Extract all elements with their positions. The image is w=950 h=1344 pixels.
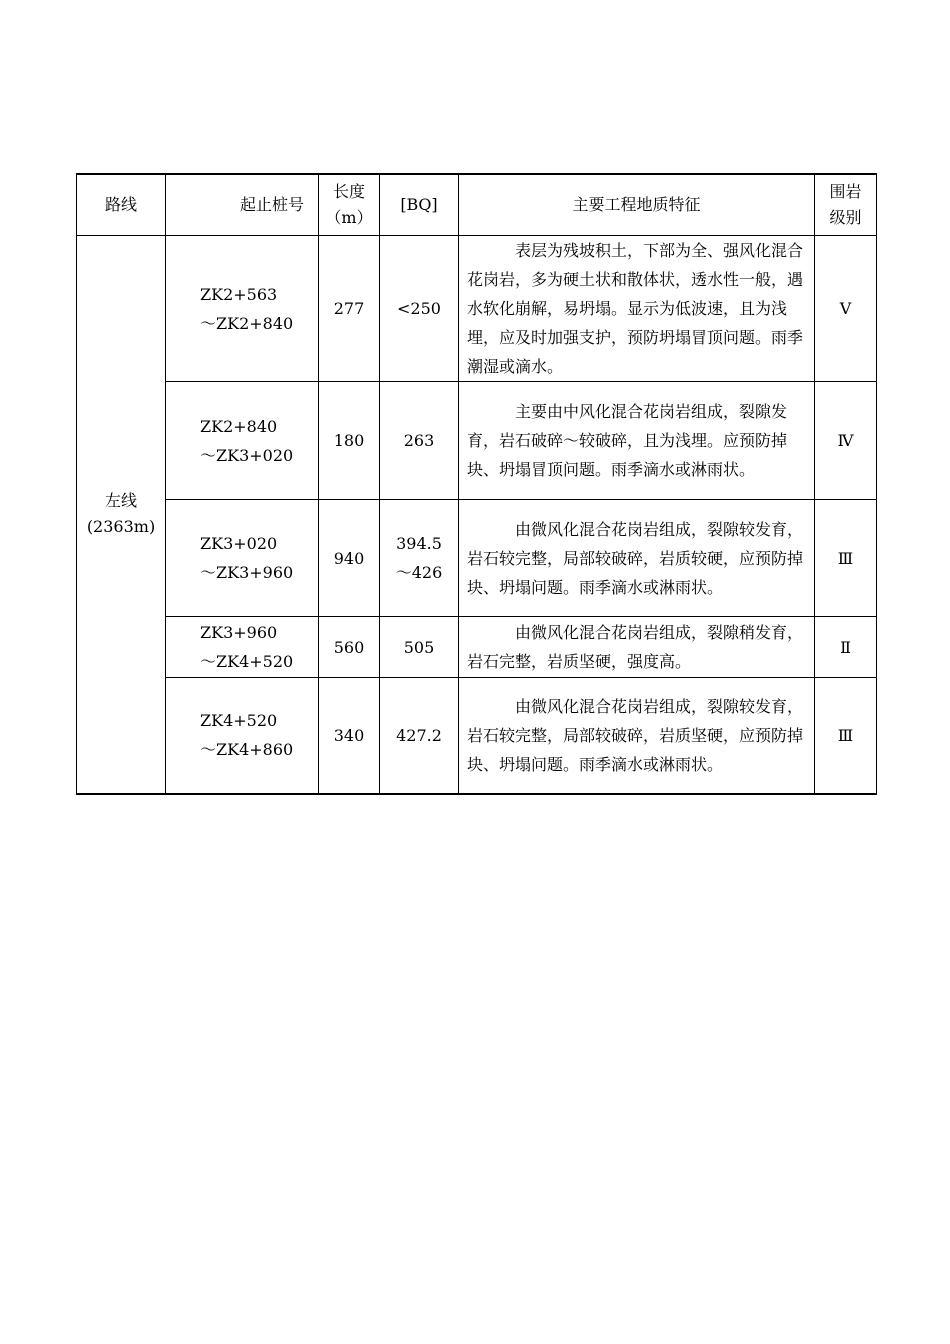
- header-grade-line1: 围岩: [829, 182, 862, 201]
- station-range: [166, 236, 319, 382]
- description: [459, 500, 815, 617]
- station-range: [166, 500, 319, 617]
- station-end: ～ZK3+020: [200, 445, 294, 465]
- table-row: [77, 382, 877, 500]
- geology-table: [76, 173, 877, 795]
- bq-value: [380, 236, 459, 382]
- bq-value: [380, 617, 459, 678]
- header-length: [319, 174, 380, 236]
- description: [459, 382, 815, 500]
- table-row: [77, 236, 877, 382]
- station-start: ZK2+563: [200, 284, 278, 304]
- length-value: 560: [319, 617, 380, 678]
- route-cell: [77, 236, 166, 794]
- grade-value: Ⅱ: [815, 617, 877, 678]
- header-row: [77, 174, 877, 236]
- grade-value: Ⅲ: [815, 678, 877, 794]
- description-text: 由微风化混合花岗岩组成，裂隙稍发育，岩石完整，岩质坚硬，强度高。: [467, 623, 804, 671]
- header-features: 主要工程地质特征: [459, 174, 815, 236]
- station-end: ～ZK3+960: [200, 563, 294, 582]
- description-text: 由微风化混合花岗岩组成，裂隙较发育，岩石较完整，局部较破碎，岩质坚硬，应预防掉块、坍塌问题。雨季滴水或淋雨状。: [467, 696, 804, 774]
- station-range: [166, 382, 319, 500]
- description-text: 表层为残坡积土，下部为全、强风化混合花岗岩，多为硬土状和散体状，透水性一般，遇水软化崩解，易坍塌。显示为低波速，且为浅埋，应及时加强支护，预防坍塌冒顶问题。雨季潮湿或滴水。: [467, 241, 804, 376]
- bq-line1: 263: [403, 431, 435, 450]
- station-range: [166, 617, 319, 678]
- grade-value: Ⅳ: [815, 382, 877, 500]
- bq-line1: 427.2: [396, 725, 442, 745]
- header-route: 路线: [77, 174, 166, 236]
- description: [459, 617, 815, 678]
- table-row: [77, 617, 877, 678]
- station-end: ～ZK4+520: [200, 652, 294, 671]
- station-start: ZK3+960: [200, 623, 278, 642]
- grade-value: Ⅲ: [815, 500, 877, 617]
- description: [459, 678, 815, 794]
- header-grade: [815, 174, 877, 236]
- station-end: ～ZK4+860: [200, 740, 294, 760]
- bq-line1: <250: [397, 299, 441, 318]
- bq-line1: 394.5: [396, 534, 442, 553]
- table-row: [77, 500, 877, 617]
- station-start: ZK3+020: [200, 534, 278, 553]
- station-start: ZK4+520: [200, 711, 278, 731]
- header-grade-line2: 级别: [829, 208, 862, 227]
- header-length-line1: 长度: [332, 182, 365, 201]
- length-value: 940: [319, 500, 380, 617]
- route-length: (2363m): [86, 517, 156, 537]
- bq-value: [380, 678, 459, 794]
- description-text: 由微风化混合花岗岩组成，裂隙较发育，岩石较完整，局部较破碎，岩质较硬，应预防掉块、坍塌问题。雨季滴水或淋雨状。: [467, 519, 804, 597]
- station-range: [166, 678, 319, 794]
- bq-value: [380, 382, 459, 500]
- grade-value: Ⅴ: [815, 236, 877, 382]
- description-text: 主要由中风化混合花岗岩组成，裂隙发育，岩石破碎～较破碎，且为浅埋。应预防掉块、坍塌冒顶问题。雨季滴水或淋雨状。: [467, 402, 788, 479]
- length-value: 340: [319, 678, 380, 794]
- station-start: ZK2+840: [200, 416, 278, 436]
- length-value: 277: [319, 236, 380, 382]
- header-station-label: 起止桩号: [239, 195, 304, 214]
- table-row: [77, 678, 877, 794]
- length-value: 180: [319, 382, 380, 500]
- bq-line2: ～426: [395, 563, 443, 582]
- station-end: ～ZK2+840: [200, 313, 294, 333]
- description: [459, 236, 815, 382]
- header-bq: [BQ]: [380, 174, 459, 236]
- bq-value: [380, 500, 459, 617]
- header-length-line2: （m）: [325, 208, 373, 227]
- header-station: [166, 174, 319, 236]
- route-name: 左线: [104, 491, 137, 511]
- bq-line1: 505: [403, 637, 435, 657]
